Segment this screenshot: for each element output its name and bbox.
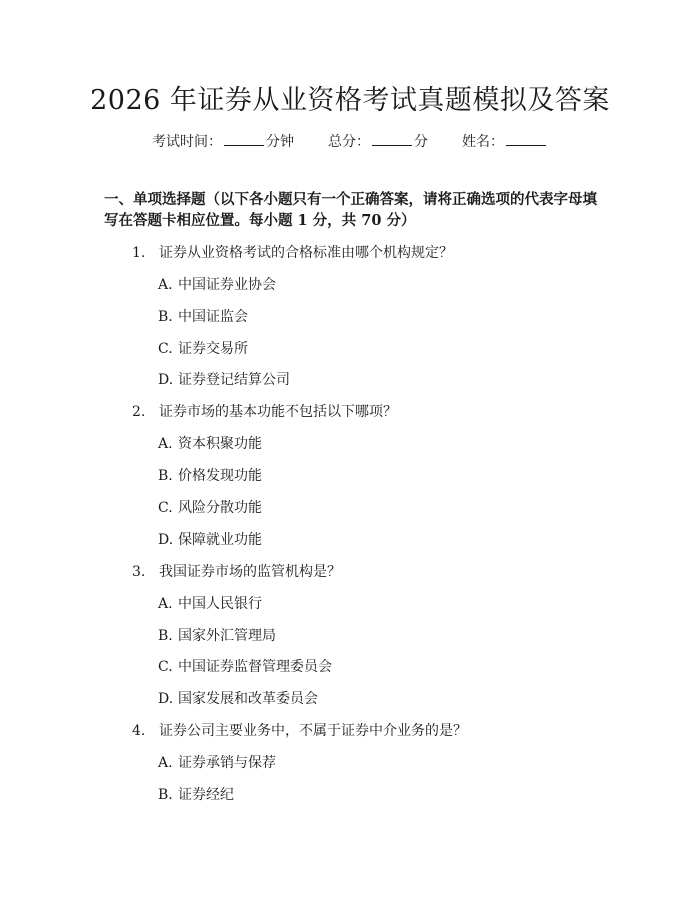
- option-letter: C.: [158, 659, 173, 675]
- question-1-option-c: [158, 339, 248, 359]
- option-letter: C.: [158, 341, 173, 357]
- option-letter: B.: [158, 628, 173, 644]
- option-letter: C.: [158, 500, 173, 516]
- exam-time-blank: [224, 131, 264, 146]
- question-1: [132, 243, 453, 263]
- total-score-blank: [372, 131, 412, 146]
- question-text: 我国证券市场的监管机构是？: [159, 564, 341, 580]
- option-text: 风险分散功能: [178, 500, 262, 516]
- question-text: 证券从业资格考试的合格标准由哪个机构规定？: [159, 245, 453, 261]
- option-text: 价格发现功能: [178, 468, 262, 484]
- option-letter: A.: [158, 277, 173, 293]
- question-text: 证券公司主要业务中，不属于证券中介业务的是？: [159, 723, 467, 739]
- option-letter: D.: [158, 691, 174, 707]
- question-2-option-c: [158, 498, 262, 518]
- option-letter: D.: [158, 372, 174, 388]
- option-text: 资本积聚功能: [178, 436, 262, 452]
- name-field: [462, 131, 548, 152]
- option-text: 国家外汇管理局: [178, 628, 276, 644]
- exam-time-field: [152, 131, 294, 152]
- total-score-unit: 分: [414, 134, 428, 150]
- question-1-option-a: [158, 275, 276, 295]
- name-label: 姓名：: [462, 134, 504, 150]
- exam-time-label: 考试时间：: [152, 134, 222, 150]
- question-2-option-b: [158, 466, 262, 486]
- total-score-field: [328, 131, 428, 152]
- document-title: 2026 年证券从业资格考试真题模拟及答案: [90, 85, 610, 116]
- question-2: [132, 402, 397, 422]
- option-text: 证券登记结算公司: [178, 372, 290, 388]
- option-letter: D.: [158, 532, 174, 548]
- option-text: 中国人民银行: [178, 596, 262, 612]
- section-heading: 一、单项选择题（以下各小题只有一个正确答案，请将正确选项的代表字母填写在答题卡相应位置。每小题 1 分，共 70 分）: [104, 191, 597, 229]
- option-text: 中国证监会: [178, 309, 248, 325]
- question-number: 3.: [132, 564, 146, 580]
- option-text: 国家发展和改革委员会: [178, 691, 318, 707]
- question-text: 证券市场的基本功能不包括以下哪项？: [159, 404, 397, 420]
- option-letter: A.: [158, 755, 173, 771]
- question-1-option-d: [158, 370, 290, 390]
- question-2-option-d: [158, 530, 262, 550]
- question-number: 2.: [132, 404, 146, 420]
- question-3: [132, 562, 341, 582]
- option-text: 证券承销与保荐: [178, 755, 276, 771]
- question-number: 4.: [132, 723, 146, 739]
- name-blank: [506, 131, 546, 146]
- question-3-option-a: [158, 594, 262, 614]
- question-2-option-a: [158, 434, 262, 454]
- option-letter: A.: [158, 436, 173, 452]
- option-text: 证券交易所: [178, 341, 248, 357]
- question-3-option-d: [158, 689, 318, 709]
- option-letter: A.: [158, 596, 173, 612]
- option-letter: B.: [158, 787, 173, 803]
- exam-info-line: [0, 131, 700, 152]
- question-4-option-a: [158, 753, 276, 773]
- option-text: 保障就业功能: [178, 532, 262, 548]
- question-3-option-b: [158, 626, 276, 646]
- option-text: 中国证券监督管理委员会: [178, 659, 332, 675]
- question-3-option-c: [158, 657, 332, 677]
- exam-time-unit: 分钟: [266, 134, 294, 150]
- question-number: 1.: [132, 245, 146, 261]
- question-1-option-b: [158, 307, 248, 327]
- option-text: 证券经纪: [178, 787, 234, 803]
- option-text: 中国证券业协会: [178, 277, 276, 293]
- total-score-label: 总分：: [328, 134, 370, 150]
- question-4-option-b: [158, 785, 234, 805]
- question-4: [132, 721, 467, 741]
- option-letter: B.: [158, 309, 173, 325]
- option-letter: B.: [158, 468, 173, 484]
